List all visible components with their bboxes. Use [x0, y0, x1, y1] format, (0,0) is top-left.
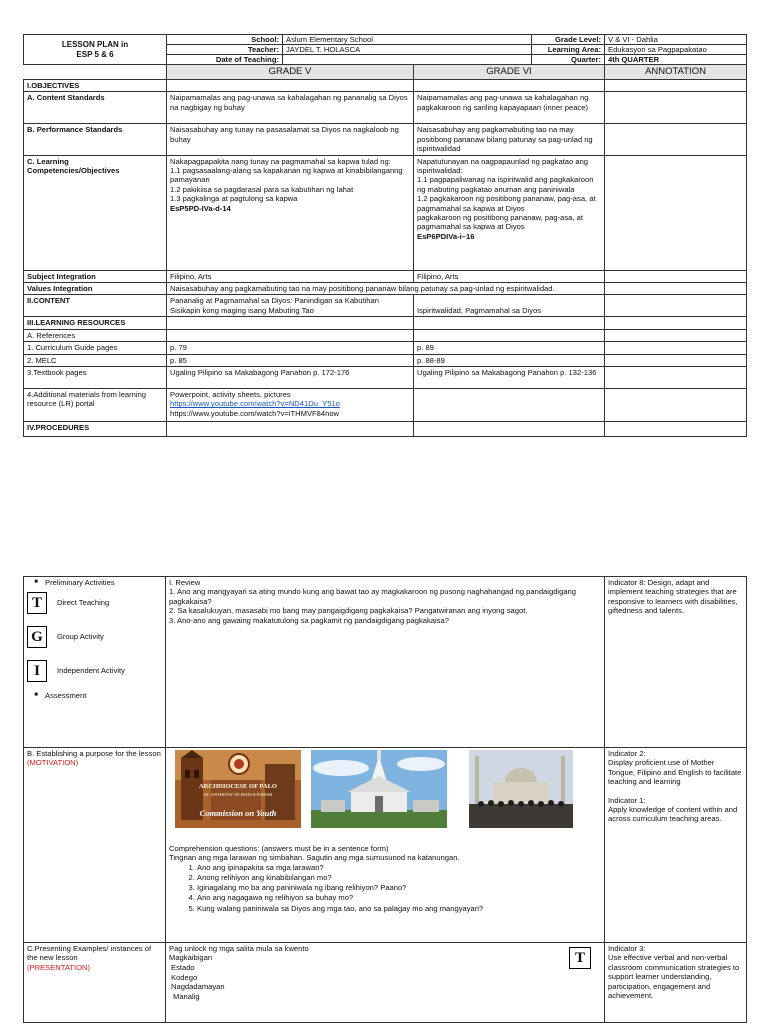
- vocabulary-word: Magkaibigan: [169, 953, 213, 963]
- date-value: [283, 55, 532, 65]
- performance-standards-label: B. Performance Standards: [24, 124, 167, 155]
- curriculum-guide-g5: p. 79: [167, 342, 414, 354]
- review-annotation: Indicator 8: Design, adapt and implement teaching strategies that are responsive to learners with disabilities, giftedness and talents.: [605, 577, 747, 748]
- grade-v-header: GRADE V: [167, 65, 414, 80]
- objectives-heading: I.OBJECTIVES: [24, 80, 167, 92]
- vocabulary-list: [169, 953, 601, 1001]
- additional-materials-label: 4.Additional materials from learning resource (LR) portal: [24, 389, 167, 422]
- quarter-label: Quarter:: [532, 55, 605, 65]
- review-title: I. Review: [169, 578, 201, 587]
- teacher-value: JAYDEL T. HOLASCA: [283, 45, 532, 55]
- content-standards-g5: Naipamamalas ang pag-unawa sa kahalagahan ng pananalig sa Diyos na nagbigay ng buhay: [167, 92, 414, 124]
- date-label: Date of Teaching:: [167, 55, 283, 65]
- references-label: A. References: [24, 329, 167, 341]
- textbook-label: 3.Textbook pages: [24, 367, 167, 389]
- melc-label: 2. MELC: [24, 354, 167, 366]
- annotation-header: ANNOTATION: [605, 65, 747, 80]
- melc-g5: p. 85: [167, 354, 414, 366]
- church-poster-image: [175, 750, 301, 828]
- presentation-label: C.Presenting Examples/ instances of the new lesson (PRESENTATION): [24, 943, 166, 1023]
- subject-integration-label: Subject Integration: [24, 270, 167, 282]
- bullet-icon: ■: [34, 579, 38, 586]
- review-cell: [166, 577, 605, 748]
- youtube-link-2[interactable]: https://www.youtube.com/watch?v=iTHMVF84now: [170, 408, 340, 418]
- group-activity-label: Group Activity: [57, 632, 104, 642]
- performance-standards-g5: Naisasabuhay ang tunay na pasasalamat sa Diyos na nagkaloob ng buhay: [167, 124, 414, 155]
- review-question-1: 1. Ano ang mangyayari sa ating mundo kung ang bawat tao ay magkakaroon ng pusong naghahangad ng pandaigdigang pagkakaisa?: [169, 587, 576, 606]
- assessment-label: Assessment: [45, 691, 87, 701]
- competencies-label: C. Learning Competencies/Objectives: [24, 155, 167, 270]
- motivation-cell: [166, 748, 605, 943]
- i-letter-icon: I: [27, 660, 47, 682]
- learning-area-value: Edukasyon sa Pagpapakatao: [605, 45, 747, 55]
- presentation-intro: Pag unlock ng mga salita mula sa kwento: [169, 944, 309, 953]
- vocabulary-word: Nagdadamayan: [171, 982, 225, 992]
- grade-level-value: V & VI - Dahlia: [605, 35, 747, 45]
- motivation-label: B. Establishing a purpose for the lesson (MOTIVATION): [24, 748, 166, 943]
- vocabulary-word: Manalig: [173, 991, 200, 1001]
- learning-area-label: Learning Area:: [532, 45, 605, 55]
- school-label: School:: [167, 35, 283, 45]
- direct-teaching-label: Direct Teaching: [57, 598, 110, 608]
- presentation-cell: [166, 943, 605, 1023]
- mosque-image: [469, 750, 573, 828]
- motivation-question: 1. Ano ang ipinapakita sa mga larawan?: [197, 863, 601, 873]
- independent-activity-label: Independent Activity: [57, 666, 125, 676]
- review-question-2: 2. Sa kasalukuyan, masasabi mo bang may pangaigdigang pagkakaisa? Pangatwiranan ang inyong sagot.: [169, 606, 528, 616]
- textbook-g5: Ugaling Pilipino sa Makabagong Panahon p. 172-176: [167, 367, 414, 389]
- motivation-instruction: Tingnan ang mga larawan ng simbahan. Sagutin ang mga sumusunod na katanungan.: [169, 853, 460, 863]
- content-g6: Ispiritwalidad, Pagmamahal sa Diyos: [414, 295, 605, 317]
- learning-resources-label: III.LEARNING RESOURCES: [24, 317, 167, 329]
- youtube-link-1[interactable]: https://www.youtube.com/watch?v=ND41Du_Y51o: [170, 399, 340, 409]
- grade-vi-header: GRADE VI: [414, 65, 605, 80]
- t-letter-icon: T: [27, 592, 47, 614]
- bullet-icon: ■: [34, 692, 38, 699]
- content-standards-label: A. Content Standards: [24, 92, 167, 124]
- vocabulary-word: Estado: [171, 963, 195, 972]
- motivation-questions: [169, 863, 601, 914]
- poster-subtitle: ST. ANTHONY OF PADUA PARISH: [203, 792, 273, 797]
- review-question-3: 3. Ano-ano ang gawaing makatutulong sa pagkamit ng pandaigdigang pagkakaisa?: [169, 615, 449, 625]
- values-integration-value: Naisasabuhay ang pagkamabuting tao na may positibong pananaw bilang patunay sa pag-unlad ng espiritwalidad.: [167, 283, 605, 295]
- procedures-table: [23, 576, 747, 1023]
- additional-materials-g5: Powerpoint, activity sheets, pictures https://www.youtube.com/watch?v=ND41Du_Y51o https://www.youtube.com/watch?v=iTHMVF84now: [167, 389, 414, 422]
- textbook-g6: Ugaling Pilipino sa Makabagong Panahon p. 132-136: [414, 367, 605, 389]
- preliminary-activities-label: Preliminary Activities: [45, 578, 115, 588]
- content-g5: Pananalig at Pagmamahal sa Diyos: Panindigan sa Kabutihan Sisikapin kong maging isang Mabuting Tao: [167, 295, 414, 317]
- comprehension-note: Comprehension questions: (answers must be in a sentence form): [169, 844, 389, 853]
- motivation-question: 4. Ano ang nagagawa ng relihiyon sa buhay mo?: [197, 893, 601, 903]
- g-letter-icon: G: [27, 626, 47, 648]
- teacher-label: Teacher:: [167, 45, 283, 55]
- motivation-question: 3. Iginagalang mo ba ang paniniwala ng ibang relihiyon? Paano?: [197, 883, 601, 893]
- curriculum-guide-g6: p. 89: [414, 342, 605, 354]
- subject-integration-g6: Filipino, Arts: [414, 270, 605, 282]
- t-letter-icon: T: [569, 947, 591, 969]
- performance-standards-g6: Naisasabuhay ang pagkamabuting tao na may positibong pananaw bilang patunay sa pag-unlad ng ispiritwalidad: [414, 124, 605, 155]
- school-value: Aslum Elementary School: [283, 35, 532, 45]
- content-standards-g6: Naipamamalas ang pag-unawa sa kahalagahan ng pagkakaroon ng sariling kapayapaan (inner peace): [414, 92, 605, 124]
- grade-level-label: Grade Level:: [532, 35, 605, 45]
- quarter-value: 4th QUARTER: [605, 55, 747, 65]
- content-label: II.CONTENT: [24, 295, 167, 317]
- procedures-label: IV.PROCEDURES: [24, 422, 167, 437]
- poster-caption: Commission on Youth: [199, 808, 277, 818]
- competencies-g6: Napatutunayan na nagpapaunlad ng pagkatao ang ispiritwalidad: 1.1 pagpapaliwanag na ispiritwalid ang pagkakaroon ng mabuting pagkatao anuman ang paniniwala 1.2 pagkakaroon ng positibong pananaw, pag-asa, at pagmamahal sa kapwa at Diyos pagkakaroon ng positibong pananaw, pag-asa, at pagmamahal sa kapwa at Diyos EsP6PDIVa-i–16: [414, 155, 605, 270]
- subject-integration-g5: Filipino, Arts: [167, 270, 414, 282]
- melc-g6: p. 88-89: [414, 354, 605, 366]
- lesson-plan-title: LESSON PLAN in ESP 5 & 6: [24, 35, 167, 65]
- lesson-plan-table: [23, 34, 747, 437]
- white-church-image: [311, 750, 447, 828]
- curriculum-guide-label: 1. Curriculum Guide pages: [24, 342, 167, 354]
- teaching-modes-cell: [24, 577, 166, 748]
- presentation-annotation: Indicator 3: Use effective verbal and non-verbal classroom communication strategies to support learner understanding, participation, engagement and achievement.: [605, 943, 747, 1023]
- motivation-annotation: Indicator 2: Display proficient use of Mother Tongue, Filipino and English to facilitate teaching and learning Indicator 1: Apply knowledge of content within and across curriculum teaching areas.: [605, 748, 747, 943]
- vocabulary-word: Kodego: [171, 972, 198, 982]
- motivation-question: 5. Kung walang paniniwala sa Diyos ang mga tao, ano sa palagay mo ang mangyayari?: [197, 904, 601, 914]
- values-integration-label: Values Integration: [24, 283, 167, 295]
- motivation-images: [169, 750, 601, 840]
- poster-title: ARCHDIOCESE OF PALO: [198, 783, 278, 790]
- competencies-g5: Nakapagpapakita nang tunay na pagmamahal sa kapwa tulad ng: 1.1 pagsasaalang-alang sa kapakanan ng kapwa at kinabibilanganng pamayanan 1.2 pakikiisa sa pagdarasal para sa kabutihan ng lahat 1.3 pagkalinga at pagtulong sa kapwa EsP5PD-IVa-d-14: [167, 155, 414, 270]
- motivation-question: 2. Anong relihiyon ang kinabibilangan mo?: [197, 873, 601, 883]
